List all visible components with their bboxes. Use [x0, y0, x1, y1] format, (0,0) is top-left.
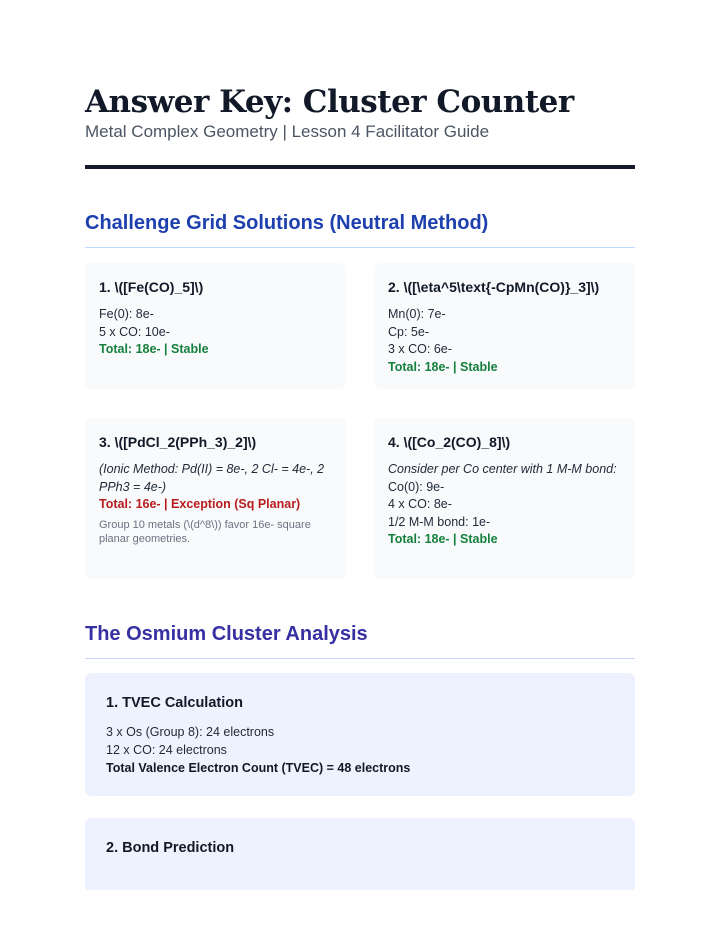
- card-intro: (Ionic Method: Pd(II) = 8e-, 2 Cl- = 4e-, 2 PPh3 = 4e-): [99, 462, 325, 494]
- card-line: 3 x CO: 6e-: [388, 342, 452, 356]
- card-line: 5 x CO: 10e-: [99, 324, 170, 339]
- card-line: Mn(0): 7e-: [388, 307, 446, 321]
- header-divider: [85, 165, 635, 169]
- solution-card-pdcl2-pph3: [85, 418, 346, 579]
- card-title: 1. \([Fe(CO)_5]\): [99, 279, 204, 295]
- card-title: 4. \([Co_2(CO)_8]\): [388, 434, 511, 450]
- card-total-stable: Total: 18e- | Stable: [388, 532, 498, 546]
- section-divider: [85, 658, 635, 659]
- page-subtitle: Metal Complex Geometry | Lesson 4 Facilitator Guide: [85, 122, 490, 141]
- solution-card-fe-co5: [85, 263, 346, 389]
- tvec-calculation-panel: [85, 673, 635, 796]
- section-divider: [85, 247, 635, 248]
- card-intro: Consider per Co center with 1 M-M bond:: [388, 462, 617, 476]
- panel-title: 1. TVEC Calculation: [106, 695, 243, 711]
- page-title: Answer Key: Cluster Counter: [85, 84, 574, 120]
- card-line: 1/2 M-M bond: 1e-: [388, 514, 491, 529]
- panel-line: 12 x CO: 24 electrons: [106, 743, 227, 757]
- osmium-analysis-heading: The Osmium Cluster Analysis: [85, 623, 368, 645]
- challenge-grid-heading: Challenge Grid Solutions (Neutral Method): [85, 212, 489, 234]
- solution-card-co2-co8: [374, 418, 635, 579]
- card-line: Fe(0): 8e-: [99, 307, 154, 321]
- solution-card-cpmn-co3: [374, 263, 635, 389]
- card-total-stable: Total: 18e- | Stable: [388, 359, 498, 374]
- card-total-exception: Total: 16e- | Exception (Sq Planar): [99, 497, 301, 511]
- card-title: 2. \([\eta^5\text{-CpMn(CO)}_3]\): [388, 279, 600, 295]
- card-line: Co(0): 9e-: [388, 479, 445, 494]
- card-line: Cp: 5e-: [388, 324, 429, 339]
- card-total-stable: Total: 18e- | Stable: [99, 342, 209, 356]
- card-line: 4 x CO: 8e-: [388, 497, 452, 511]
- card-note: Group 10 metals (\(d^8\)) favor 16e- square planar geometries.: [99, 518, 311, 545]
- bond-prediction-panel: [85, 818, 635, 890]
- panel-title: 2. Bond Prediction: [106, 840, 235, 856]
- panel-line: 3 x Os (Group 8): 24 electrons: [106, 725, 275, 739]
- panel-total: Total Valence Electron Count (TVEC) = 48 electrons: [106, 761, 411, 775]
- card-title: 3. \([PdCl_2(PPh_3)_2]\): [99, 434, 257, 450]
